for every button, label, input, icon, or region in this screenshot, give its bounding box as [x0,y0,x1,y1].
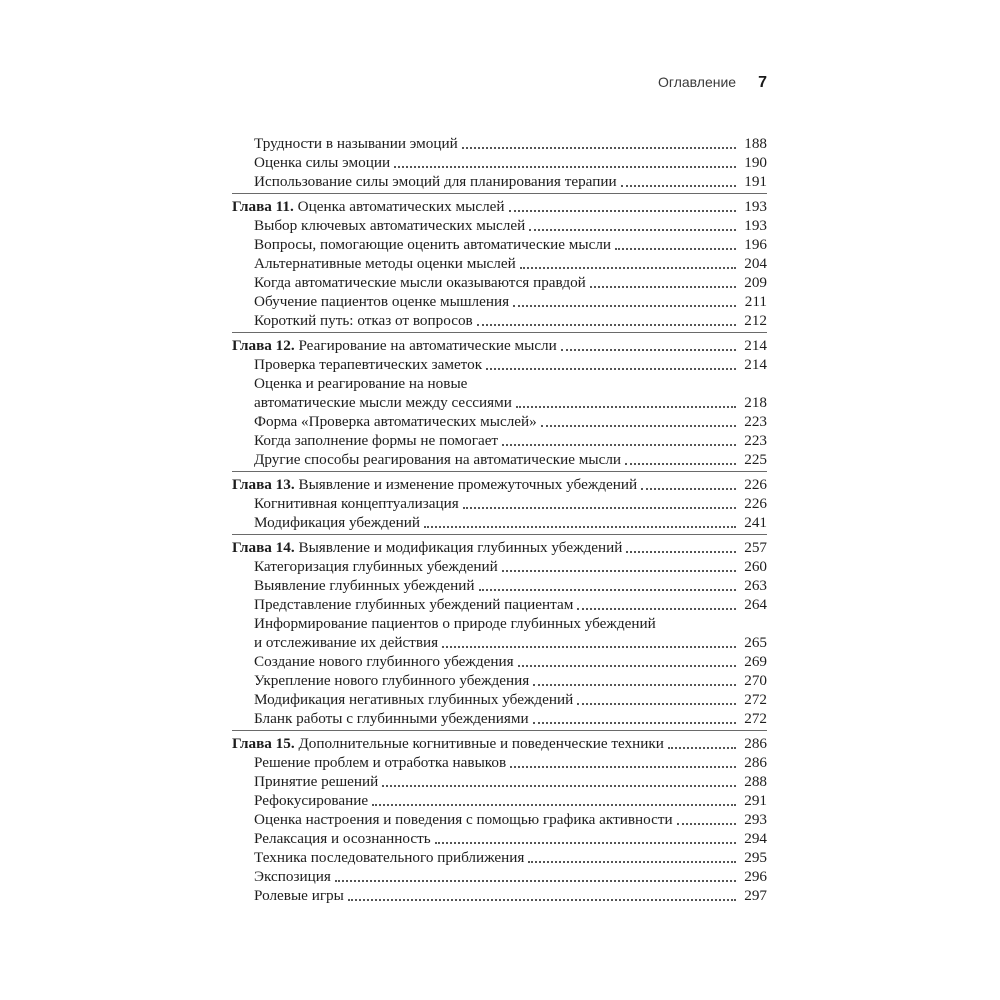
toc-entry[interactable]: Рефокусирование 291 [254,792,767,809]
toc-entry[interactable]: Форма «Проверка автоматических мыслей» 223 [254,413,767,430]
toc-entry[interactable]: Выявление глубинных убеждений 263 [254,577,767,594]
toc-entry[interactable]: Использование силы эмоций для планирования терапии 191 [254,173,767,190]
chapter-14 [232,534,767,728]
toc-entry[interactable]: Оценка настроения и поведения с помощью графика активности 293 [254,811,767,828]
chapter-14-heading[interactable]: Глава 14. Выявление и модификация глубинных убеждений 257 [232,539,767,556]
toc-entry[interactable]: Модификация негативных глубинных убеждений 272 [254,691,767,708]
toc-entry[interactable]: Категоризация глубинных убеждений 260 [254,558,767,575]
toc-entry[interactable]: Альтернативные методы оценки мыслей 204 [254,255,767,272]
toc-entry[interactable]: Модификация убеждений 241 [254,514,767,531]
toc-entry[interactable]: Другие способы реагирования на автоматические мысли 225 [254,451,767,468]
toc-entry[interactable]: Когнитивная концептуализация 226 [254,495,767,512]
chapter-12 [232,332,767,469]
chapter-13 [232,471,767,532]
chapter-11-heading[interactable]: Глава 11. Оценка автоматических мыслей 193 [232,198,767,215]
running-head-title: Оглавление [658,74,737,90]
toc-entry[interactable]: Трудности в назывании эмоций 188 [254,135,767,152]
toc-entry[interactable]: Техника последовательного приближения 295 [254,849,767,866]
toc-entry[interactable]: Обучение пациентов оценке мышления 211 [254,293,767,310]
toc-entry-multiline[interactable]: Информирование пациентов о природе глубинных убеждений и отслеживание их действия 265 [254,615,767,651]
toc-entry[interactable]: Укрепление нового глубинного убеждения 270 [254,672,767,689]
toc-entry[interactable]: Короткий путь: отказ от вопросов 212 [254,312,767,329]
toc-entry[interactable]: Когда автоматические мысли оказываются правдой 209 [254,274,767,291]
toc-entry[interactable]: Принятие решений 288 [254,773,767,790]
toc-entry[interactable]: Экспозиция 296 [254,868,767,885]
chapter-13-heading[interactable]: Глава 13. Выявление и изменение промежуточных убеждений 226 [232,476,767,493]
page-number: 7 [758,74,767,91]
running-head [658,74,767,92]
chapter-10-continuation [232,134,767,191]
toc-entry[interactable]: Бланк работы с глубинными убеждениями 272 [254,710,767,727]
toc-entry[interactable]: Оценка силы эмоции 190 [254,154,767,171]
toc-entry-multiline[interactable]: Оценка и реагирование на новые автоматические мысли между сессиями 218 [254,375,767,411]
toc-entry[interactable]: Релаксация и осознанность 294 [254,830,767,847]
toc-entry[interactable]: Выбор ключевых автоматических мыслей 193 [254,217,767,234]
chapter-15 [232,730,767,905]
table-of-contents [232,134,767,905]
chapter-15-heading[interactable]: Глава 15. Дополнительные когнитивные и поведенческие техники 286 [232,735,767,752]
toc-entry[interactable]: Проверка терапевтических заметок 214 [254,356,767,373]
toc-entry[interactable]: Когда заполнение формы не помогает 223 [254,432,767,449]
chapter-12-heading[interactable]: Глава 12. Реагирование на автоматические мысли 214 [232,337,767,354]
toc-entry[interactable]: Вопросы, помогающие оценить автоматические мысли 196 [254,236,767,253]
toc-entry[interactable]: Создание нового глубинного убеждения 269 [254,653,767,670]
toc-entry[interactable]: Ролевые игры 297 [254,887,767,904]
chapter-11 [232,193,767,330]
toc-entry[interactable]: Представление глубинных убеждений пациентам 264 [254,596,767,613]
toc-entry[interactable]: Решение проблем и отработка навыков 286 [254,754,767,771]
